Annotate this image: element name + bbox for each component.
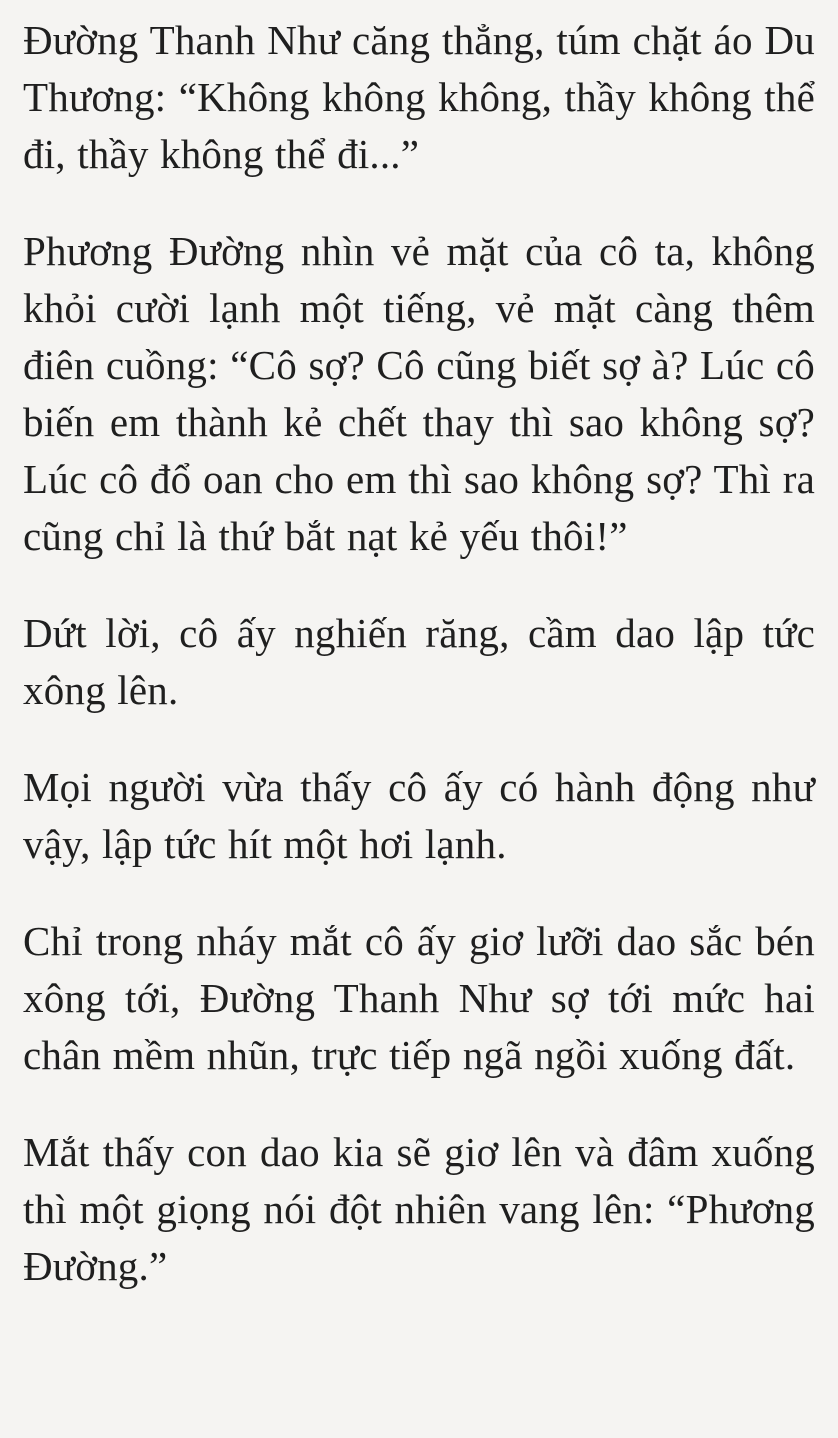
story-paragraph: Mắt thấy con dao kia sẽ giơ lên và đâm xuống thì một giọng nói đột nhiên vang lên: “Phương Đường.”: [23, 1129, 815, 1289]
story-paragraph: Dứt lời, cô ấy nghiến răng, cầm dao lập tức xông lên.: [23, 610, 815, 713]
story-paragraph: Mọi người vừa thấy cô ấy có hành động như vậy, lập tức hít một hơi lạnh.: [23, 764, 815, 867]
story-paragraph: Chỉ trong nháy mắt cô ấy giơ lưỡi dao sắc bén xông tới, Đường Thanh Như sợ tới mức hai chân mềm nhũn, trực tiếp ngã ngồi xuống đất.: [23, 918, 815, 1078]
story-paragraph: Phương Đường nhìn vẻ mặt của cô ta, không khỏi cười lạnh một tiếng, vẻ mặt càng thêm điên cuồng: “Cô sợ? Cô cũng biết sợ à? Lúc cô biến em thành kẻ chết thay thì sao không sợ? Lúc cô đổ oan cho em thì sao không sợ? Thì ra cũng chỉ là thứ bắt nạt kẻ yếu thôi!”: [23, 228, 815, 559]
story-paragraph: Đường Thanh Như căng thẳng, túm chặt áo Du Thương: “Không không không, thầy không thể đi, thầy không thể đi...”: [23, 17, 815, 177]
